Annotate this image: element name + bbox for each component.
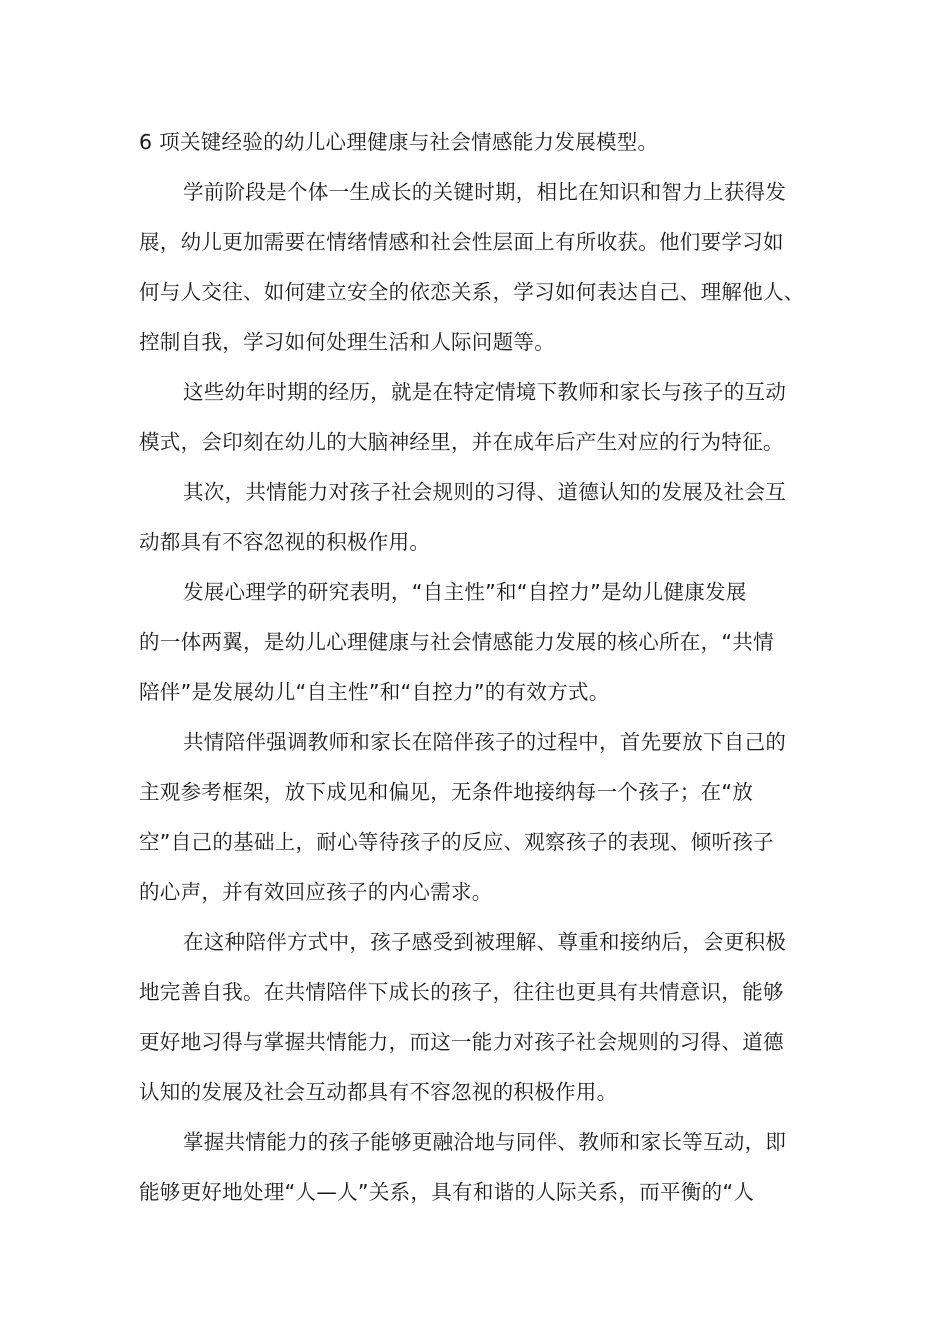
paragraph-7 (139, 917, 811, 1117)
paragraph-4 (139, 467, 811, 567)
text-line: 控制自我，学习如何处理生活和人际问题等。 (139, 330, 555, 354)
text-line: 掌握共情能力的孩子能够更融洽地与同伴、教师和家长等互动，即 (183, 1130, 787, 1154)
text-line: 模式，会印刻在幼儿的大脑神经里，并在成年后产生对应的行为特征。 (139, 430, 784, 454)
text-line: 在这种陪伴方式中，孩子感受到被理解、尊重和接纳后，会更积极 (183, 930, 787, 954)
paragraph-1 (139, 117, 811, 167)
text-line: 发展心理学的研究表明，“自主性”和“自控力”是幼儿健康发展 (183, 580, 747, 604)
text-line: 动都具有不容忽视的积极作用。 (139, 530, 431, 554)
text-line: 学前阶段是个体一生成长的关键时期，相比在知识和智力上获得发 (183, 180, 787, 204)
text-line: 展，幼儿更加需要在情绪情感和社会性层面上有所收获。他们要学习如 (139, 230, 784, 254)
paragraph-5 (139, 567, 811, 717)
text-line: 这些幼年时期的经历，就是在特定情境下教师和家长与孩子的互动 (183, 380, 787, 404)
text-line: 何与人交往、如何建立安全的依恋关系，学习如何表达自己、理解他人、 (139, 280, 805, 304)
text-line: 6 项关键经验的幼儿心理健康与社会情感能力发展模型。 (139, 130, 659, 154)
paragraph-6 (139, 717, 811, 917)
text-line: 空”自己的基础上，耐心等待孩子的反应、观察孩子的表现、倾听孩子 (139, 830, 774, 854)
text-line: 共情陪伴强调教师和家长在陪伴孩子的过程中，首先要放下自己的 (183, 730, 787, 754)
text-line: 主观参考框架，放下成见和偏见，无条件地接纳每一个孩子；在“放 (139, 780, 754, 804)
text-line: 的一体两翼，是幼儿心理健康与社会情感能力发展的核心所在，“共情 (139, 630, 774, 654)
paragraph-8 (139, 1117, 811, 1217)
text-line: 陪伴”是发展幼儿“自主性”和“自控力”的有效方式。 (139, 680, 610, 704)
paragraph-3 (139, 367, 811, 467)
text-line: 能够更好地处理“人—人”关系，具有和谐的人际关系，而平衡的“人 (139, 1180, 755, 1204)
paragraph-2 (139, 167, 811, 367)
body-text (139, 117, 811, 1217)
text-line: 地完善自我。在共情陪伴下成长的孩子，往往也更具有共情意识，能够 (139, 980, 784, 1004)
text-line: 的心声，并有效回应孩子的内心需求。 (139, 880, 493, 904)
text-line: 认知的发展及社会互动都具有不容忽视的积极作用。 (139, 1080, 618, 1104)
text-line: 更好地习得与掌握共情能力，而这一能力对孩子社会规则的习得、道德 (139, 1030, 784, 1054)
text-line: 其次，共情能力对孩子社会规则的习得、道德认知的发展及社会互 (183, 480, 787, 504)
